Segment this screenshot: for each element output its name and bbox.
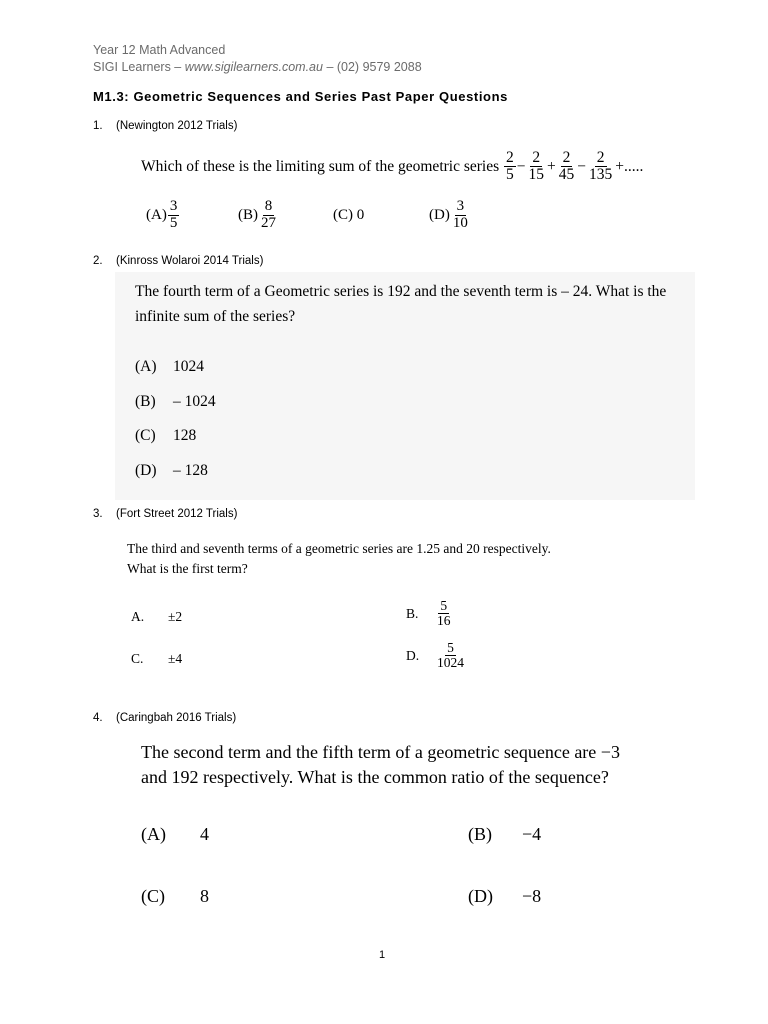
q1-frac-3: $\frac{2}{45}$ bbox=[558, 149, 575, 184]
q3-option-b: B. $\frac{5}{16}$ bbox=[406, 598, 451, 629]
q1-source: (Newington 2012 Trials) bbox=[116, 120, 238, 132]
q1-option-c: (C) 0 bbox=[333, 206, 365, 223]
q1-stem-text: Which of these is the limiting sum of the geometric series bbox=[141, 157, 500, 175]
q1-op-2: + bbox=[547, 157, 556, 175]
q4-option-d: (D) −8 bbox=[468, 886, 542, 906]
q2-line-1: The fourth term of a Geometric series is 192 and the seventh term is – 24. What is the bbox=[135, 283, 667, 300]
q1-frac-4: $\frac{2}{135}$ bbox=[589, 149, 613, 184]
q2-source: (Kinross Wolaroi 2014 Trials) bbox=[116, 255, 264, 267]
q1-frac-1: $\frac{2}{5}$ bbox=[506, 149, 514, 184]
header-url[interactable]: www.sigilearners.com.au bbox=[184, 60, 323, 74]
q1-option-a: (A) $\frac{3}{5}$ bbox=[146, 198, 178, 231]
page-title: M1.3: Geometric Sequences and Series Past Paper Questions bbox=[93, 89, 508, 104]
q1-option-d: (D) $\frac{3}{10}$ bbox=[429, 198, 468, 231]
q3-option-d: D. $\frac{5}{1024}$ bbox=[406, 640, 464, 671]
q1-options bbox=[145, 199, 470, 232]
q3-line-1: The third and seventh terms of a geometric series are 1.25 and 20 respectively. bbox=[127, 541, 551, 556]
q4-option-b: (B) −4 bbox=[468, 824, 542, 844]
q4-number: 4. bbox=[93, 712, 103, 724]
q4-heading bbox=[93, 712, 236, 724]
q4-option-c: (C) 8 bbox=[141, 886, 209, 906]
q2-option-c: (C) 128 bbox=[135, 427, 197, 444]
q3-heading bbox=[93, 508, 237, 520]
header-contact bbox=[93, 60, 422, 74]
q2-number: 2. bbox=[93, 255, 103, 267]
q2-option-d: (D) – 128 bbox=[135, 462, 208, 479]
q2-option-a: (A) 1024 bbox=[135, 358, 204, 375]
q1-op-1: − bbox=[516, 157, 526, 175]
q4-line-1: The second term and the fifth term of a geometric sequence are −3 bbox=[141, 742, 620, 762]
q1-frac-2: $\frac{2}{15}$ bbox=[528, 149, 545, 184]
page-number: 1 bbox=[379, 949, 386, 961]
q3-option-c: C. ±4 bbox=[131, 651, 183, 666]
q1-heading bbox=[93, 120, 237, 132]
q1-option-b: (B) $\frac{8}{27}$ bbox=[238, 198, 276, 231]
q1-op-3: − bbox=[577, 157, 587, 175]
q1-tail: +..... bbox=[615, 157, 644, 175]
q3-source: (Fort Street 2012 Trials) bbox=[116, 508, 238, 520]
q4-source: (Caringbah 2016 Trials) bbox=[116, 712, 237, 724]
q4-option-a: (A) 4 bbox=[141, 824, 209, 844]
q2-line-2: infinite sum of the series? bbox=[135, 308, 296, 325]
q4-line-2: and 192 respectively. What is the common ratio of the sequence? bbox=[141, 767, 609, 787]
q2-option-b: (B) – 1024 bbox=[135, 393, 216, 410]
q2-heading bbox=[93, 255, 263, 267]
q3-line-2: What is the first term? bbox=[127, 561, 248, 576]
q1-stem bbox=[140, 150, 644, 184]
q3-number: 3. bbox=[93, 508, 103, 520]
header-phone: – (02) 9579 2088 bbox=[322, 60, 422, 74]
header-subject: Year 12 Math Advanced bbox=[93, 43, 226, 57]
q1-number: 1. bbox=[93, 120, 103, 132]
q3-option-a: A. ±2 bbox=[131, 609, 183, 624]
header-org: SIGI Learners – bbox=[93, 60, 185, 74]
